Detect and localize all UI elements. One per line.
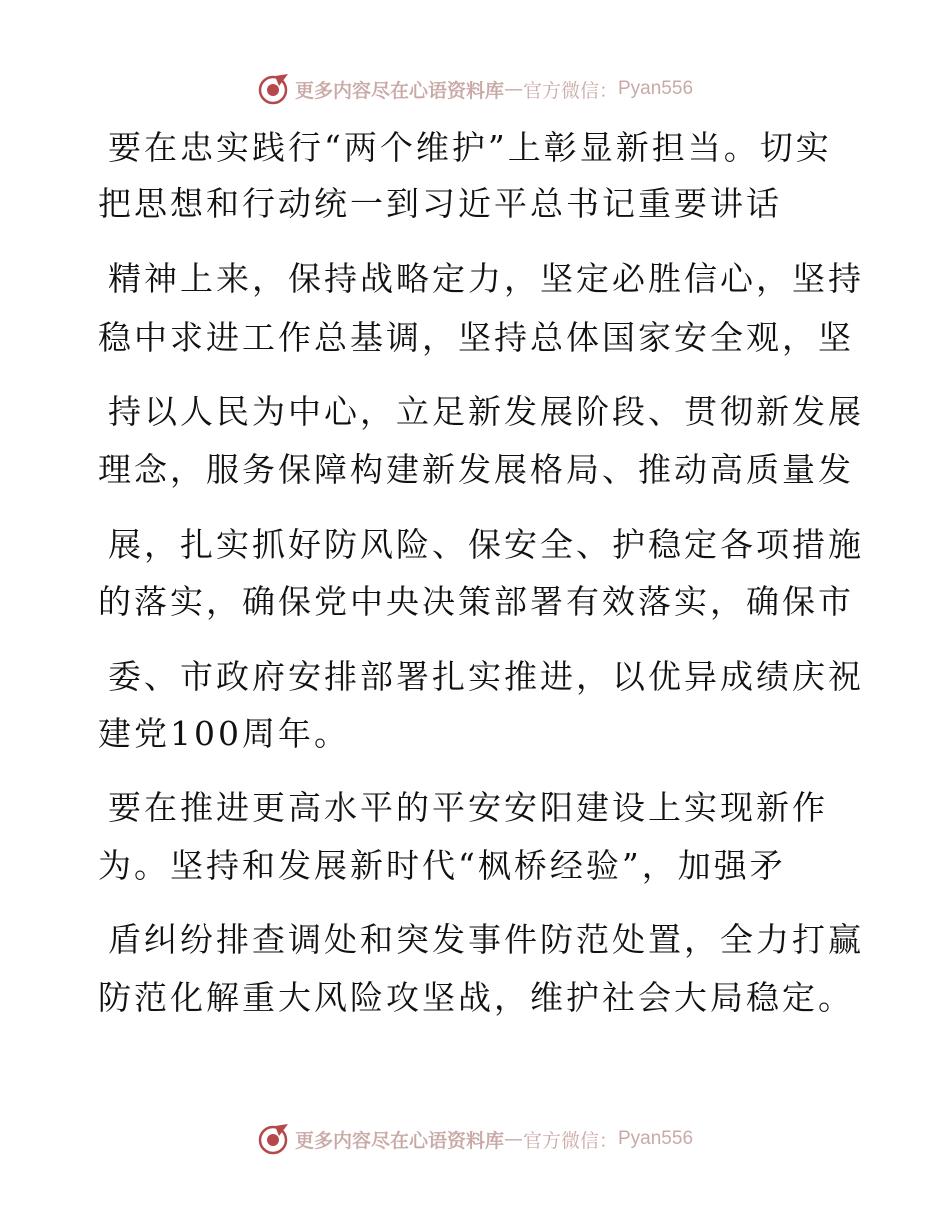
text-line: 要在推进更高水平的平安安阳建设上实现新作: [108, 788, 828, 827]
banner-site-text: 更多内容尽在心语资料库: [294, 79, 504, 102]
banner-dash: —: [503, 78, 523, 100]
banner-dash: —: [503, 1128, 523, 1150]
pen-circle-logo-icon: [257, 72, 291, 106]
text-line: 展，扎实抓好防风险、保安全、护稳定各项措施: [108, 525, 864, 564]
text-line: 的落实，确保党中央决策部署有效落实，确保市: [98, 582, 854, 621]
banner-wechat-label: 官方微信：: [522, 79, 618, 102]
banner-site-text: 更多内容尽在心语资料库: [294, 1129, 504, 1152]
footer-banner: [0, 1122, 950, 1156]
text-line: 把思想和行动统一到习近平总书记重要讲话: [98, 184, 782, 223]
text-line: 要在忠实践行“两个维护”上彰显新担当。切实: [108, 128, 832, 167]
text-line: 为。坚持和发展新时代“枫桥经验”，加强矛: [98, 846, 786, 885]
text-line: 盾纠纷排查调处和突发事件防范处置，全力打赢: [108, 920, 864, 959]
header-banner: [0, 72, 950, 106]
banner-wechat-label: 官方微信：: [522, 1129, 618, 1152]
text-line: 精神上来，保持战略定力，坚定必胜信心，坚持: [108, 259, 864, 298]
text-line: 防范化解重大风险攻坚战，维护社会大局稳定。: [98, 978, 854, 1017]
text-line: 稳中求进工作总基调，坚持总体国家安全观，坚: [98, 318, 854, 357]
text-line: 理念，服务保障构建新发展格局、推动高质量发: [98, 450, 854, 489]
text-line: 建党100周年。: [98, 714, 350, 753]
pen-circle-logo-icon: [257, 1122, 291, 1156]
banner-account: Pyan556: [618, 78, 694, 99]
text-line: 持以人民为中心，立足新发展阶段、贯彻新发展: [108, 392, 864, 431]
text-line: 委、市政府安排部署扎实推进，以优异成绩庆祝: [108, 657, 864, 696]
banner-account: Pyan556: [618, 1128, 694, 1149]
